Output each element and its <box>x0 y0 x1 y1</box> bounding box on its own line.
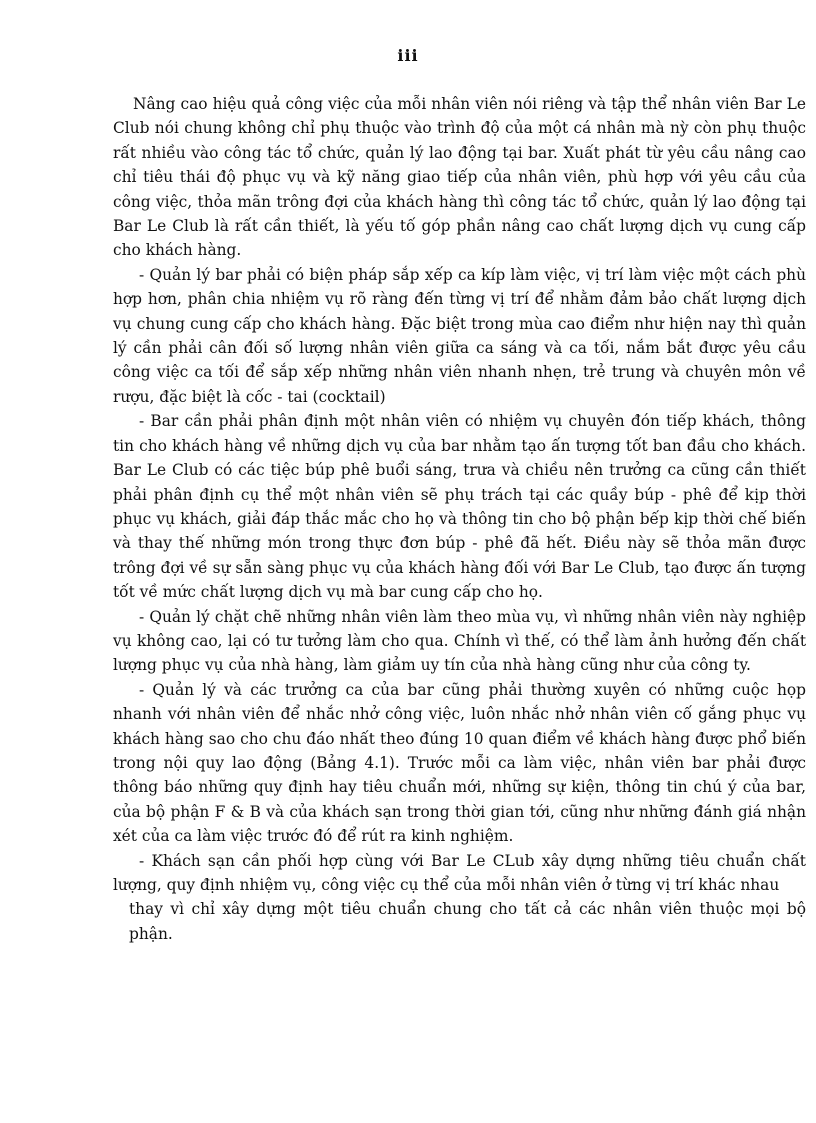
body-text <box>113 92 806 946</box>
paragraph-shift-scheduling: - Quản lý bar phải có biện pháp sắp xếp ca kíp làm việc, vị trí làm việc một cách phù hợp hơn, phân chia nhiệm vụ rõ ràng đến từng vị trí để nhằm đảm bảo chất lượng dịch vụ chung cung cấp cho khách hàng. Đặc biệt trong mùa cao điểm như hiện nay thì quản lý cần phải cân đối số lượng nhân viên giữa ca sáng và ca tối, nắm bắt được yêu cầu công việc ca tối để sắp xếp những nhân viên nhanh nhẹn, trẻ trung và chuyên môn về rượu, đặc biệt là cốc - tai (cocktail) <box>113 265 806 406</box>
paragraph-intro: Nâng cao hiệu quả công việc của mỗi nhân viên nói riêng và tập thể nhân viên Bar Le Club nói chung không chỉ phụ thuộc vào trình độ của một cá nhân mà nỳ còn phụ thuộc rất nhiều vào công tác tổ chức, quản lý lao động tại bar. Xuất phát từ yêu cầu nâng cao chỉ tiêu thái độ phục vụ và kỹ năng giao tiếp của nhân viên, phù hợp với yêu cầu của công việc, thỏa mãn trông đợi của khách hàng thì công tác tổ chức, quản lý lao động tại Bar Le Club là rất cần thiết, là yếu tố góp phần nâng cao chất lượng dịch vụ cung cấp cho khách hàng. <box>113 95 806 260</box>
paragraph-quality-standards: - Khách sạn cần phối hợp cùng với Bar Le CLub xây dựng những tiêu chuẩn chất lượng, quy định nhiệm vụ, công việc cụ thể của mỗi nhân viên ở từng vị trí khác nhau <box>113 851 806 894</box>
paragraph-staff-meetings: - Quản lý và các trưởng ca của bar cũng phải thường xuyên có những cuộc họp nhanh với nhân viên để nhắc nhở công việc, luôn nhắc nhở nhân viên cố gắng phục vụ khách hàng sao cho chu đáo nhất theo đúng 10 quan điểm về khách hàng được phổ biến trong nội quy lao động (Bảng 4.1). Trước mỗi ca làm việc, nhân viên bar phải được thông báo những quy định hay tiêu chuẩn mới, những sự kiện, thông tin chú ý của bar, của bộ phận F & B và của khách sạn trong thời gian tới, cũng như những đánh giá nhận xét của ca làm việc trước đó để rút ra kinh nghiệm. <box>113 680 806 846</box>
page-number: iii <box>397 46 419 65</box>
paragraph-seasonal-staff: - Quản lý chặt chẽ những nhân viên làm theo mùa vụ, vì những nhân viên này nghiệp vụ không cao, lại có tư tưởng làm cho qua. Chính vì thế, có thể làm ảnh hưởng đến chất lượng phục vụ của nhà hàng, làm giảm uy tín của nhà hàng cũng như của công ty. <box>113 607 806 675</box>
paragraph-reception-staff: - Bar cần phải phân định một nhân viên có nhiệm vụ chuyên đón tiếp khách, thông tin cho khách hàng về những dịch vụ của bar nhằm tạo ấn tượng tốt ban đầu cho khách. Bar Le Club có các tiệc búp phê buổi sáng, trưa và chiều nên trưởng ca cũng cần thiết phải phân định cụ thể một nhân viên sẽ phụ trách tại các quầy búp - phê để kịp thời phục vụ khách, giải đáp thắc mắc cho họ và thông tin cho bộ phận bếp kịp thời chế biến và thay thế những món trong thực đơn búp - phê đã hết. Điều này sẽ thỏa mãn được trông đợi về sự sẵn sàng phục vụ của khách hàng đối với Bar Le Club, tạo được ấn tượng tốt về mức chất lượng dịch vụ mà bar cung cấp cho họ. <box>113 412 806 602</box>
paragraph-quality-standards-continued: thay vì chỉ xây dựng một tiêu chuẩn chung cho tất cả các nhân viên thuộc mọi bộ phận. <box>129 900 806 943</box>
